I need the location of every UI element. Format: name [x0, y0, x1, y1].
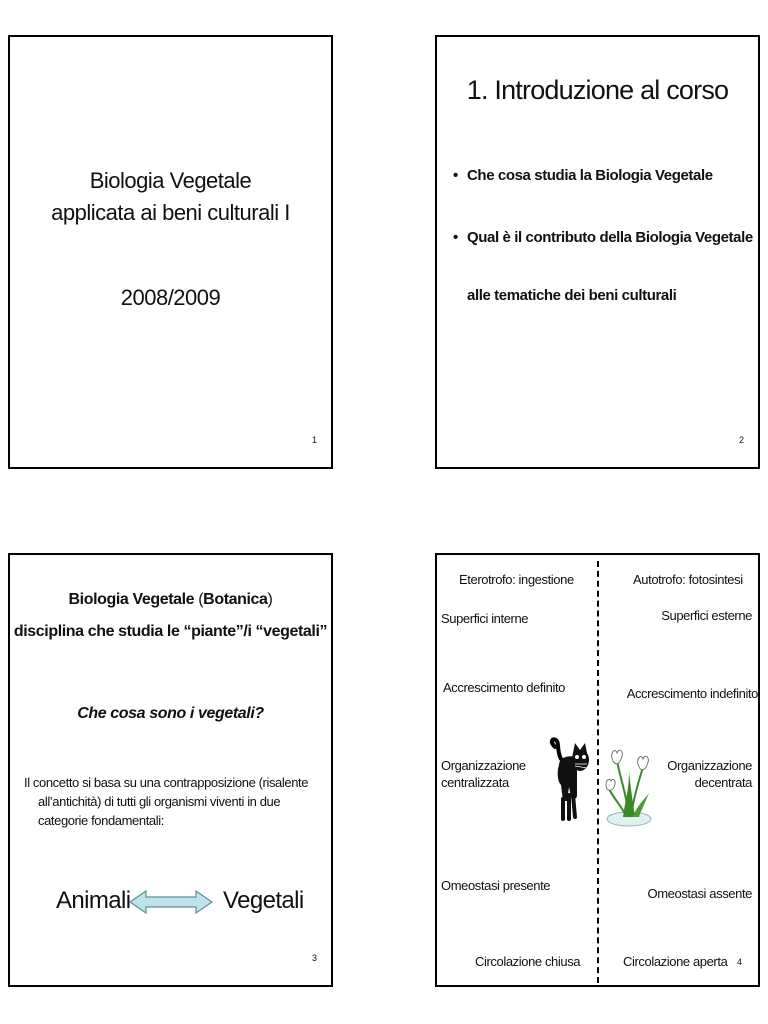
slide-3-heading: [10, 591, 331, 609]
heading-bold-2: Botanica: [203, 591, 268, 608]
right-growth: Accrescimento indefinito: [626, 686, 758, 701]
title-line-1: Biologia Vegetale: [89, 168, 252, 193]
paren-open: (: [194, 591, 204, 608]
bullet-icon: •: [453, 229, 458, 246]
left-growth: Accrescimento definito: [443, 680, 565, 695]
slide-3: [8, 553, 333, 987]
slide-2: [435, 35, 760, 469]
bullet-continuation: alle tematiche dei beni culturali: [467, 287, 677, 304]
slide-number: 4: [736, 957, 742, 967]
right-organization: [667, 757, 752, 791]
slide-1: [8, 35, 333, 469]
right-homeostasis: Omeostasi assente: [647, 886, 752, 901]
animals-label: Animali: [56, 887, 131, 914]
left-surfaces: Superfici interne: [441, 611, 529, 626]
right-surfaces: Superfici esterne: [661, 608, 752, 623]
dashed-divider: [597, 561, 599, 983]
org-line: Organizzazione: [667, 758, 752, 773]
bullet-item: [453, 229, 753, 246]
slide-1-title: [10, 165, 331, 229]
right-header: Autotrofo: fotosintesi: [633, 572, 743, 587]
slide-number: 1: [311, 435, 317, 445]
paragraph-line: all’antichità) di tutti gli organismi viventi in due: [38, 794, 281, 809]
paragraph-line: Il concetto si basa su una contrapposizione (risalente: [24, 775, 309, 790]
bullet-item: [453, 167, 713, 184]
slide-2-title: 1. Introduzione al corso: [466, 75, 729, 105]
plants-label: Vegetali: [223, 887, 304, 914]
left-homeostasis: Omeostasi presente: [441, 878, 551, 893]
slide-number: 2: [738, 435, 744, 445]
slide-3-subheading: disciplina che studia le “piante”/i “vegetali”: [13, 623, 328, 640]
heading-bold-1: Biologia Vegetale: [68, 591, 195, 608]
slide-4: [435, 553, 760, 987]
bullet-text: Qual è il contributo della Biologia Vegetale: [467, 229, 753, 246]
slide-3-paragraph: [24, 773, 314, 830]
snowdrop-plant-icon: [605, 741, 653, 827]
left-header: Eterotrofo: ingestione: [459, 572, 574, 587]
org-line: centralizzata: [441, 775, 509, 790]
double-arrow-icon: [128, 889, 214, 915]
left-organization: [441, 757, 526, 791]
bullet-text: Che cosa studia la Biologia Vegetale: [467, 167, 713, 184]
bullet-icon: •: [453, 167, 458, 184]
title-line-2: applicata ai beni culturali I: [51, 200, 290, 225]
left-circulation: Circolazione chiusa: [475, 954, 581, 969]
org-line: decentrata: [694, 775, 752, 790]
academic-year: 2008/2009: [120, 285, 221, 310]
paren-close: ): [267, 591, 273, 608]
paragraph-line: categorie fondamentali:: [38, 813, 164, 828]
slide-3-question: Che cosa sono i vegetali?: [77, 705, 264, 722]
right-circulation: Circolazione aperta: [623, 954, 728, 969]
slide-number: 3: [311, 953, 317, 963]
org-line: Organizzazione: [441, 758, 526, 773]
cat-icon: [547, 737, 595, 823]
